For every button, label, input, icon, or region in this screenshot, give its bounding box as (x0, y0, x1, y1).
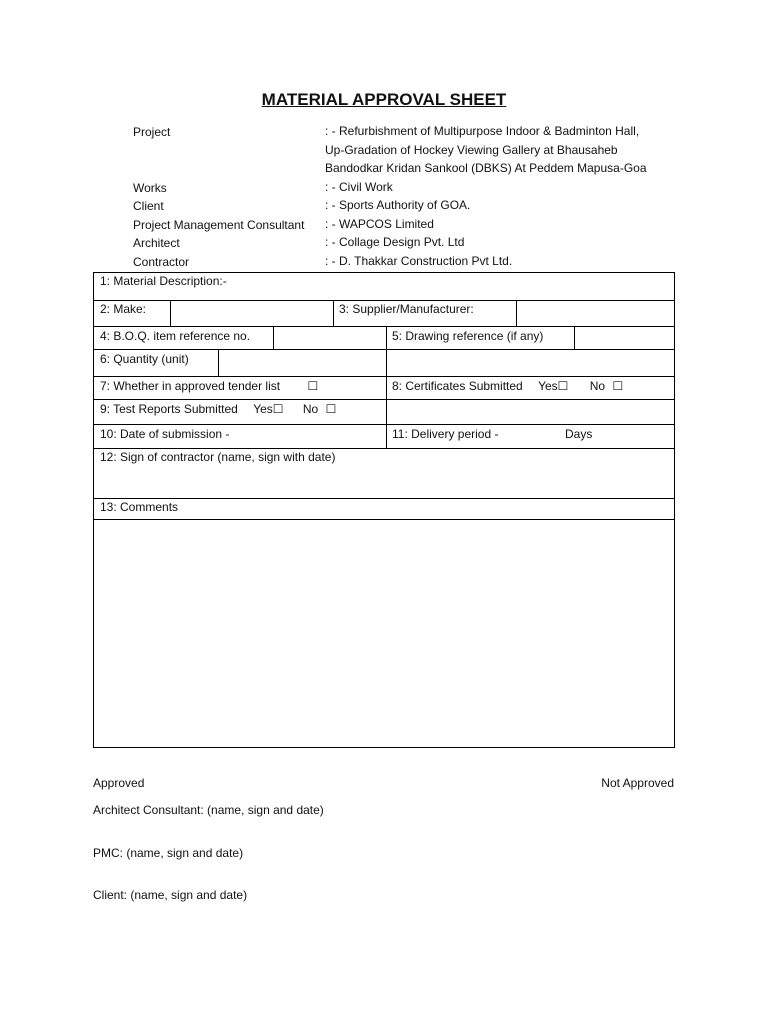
col-divider (574, 326, 575, 349)
project-value (325, 122, 685, 178)
date-of-submission-label: 10: Date of submission - (100, 427, 230, 441)
row-divider (94, 424, 674, 425)
document-title: MATERIAL APPROVAL SHEET (261, 90, 507, 109)
test-reports-yes-label: Yes (253, 402, 273, 416)
comments-area[interactable] (94, 520, 674, 747)
test-reports-row (100, 402, 336, 416)
material-description-field[interactable]: 1: Material Description:- (100, 274, 227, 288)
row-divider (94, 399, 674, 400)
client-value: : - Sports Authority of GOA. (325, 198, 471, 212)
works-label: Works (133, 181, 167, 195)
contractor-sign-field[interactable]: 12: Sign of contractor (name, sign with date) (100, 450, 336, 464)
supplier-label: 3: Supplier/Manufacturer: (339, 302, 474, 316)
pmc-label: Project Management Consultant (133, 218, 305, 232)
row-divider (94, 326, 674, 327)
pmc-value: : - WAPCOS Limited (325, 217, 434, 231)
col-divider (218, 349, 219, 376)
certificates-yes-checkbox[interactable]: ☐ (557, 379, 569, 393)
contractor-value: : - D. Thakkar Construction Pvt Ltd. (325, 254, 513, 268)
approved-tender-list-label: 7: Whether in approved tender list (100, 379, 281, 393)
project-line-1: : - Refurbishment of Multipurpose Indoor & Badminton Hall, (325, 124, 640, 138)
days-label: Days (565, 427, 593, 441)
col-divider (170, 300, 171, 326)
row-divider (94, 498, 674, 499)
col-divider (386, 326, 387, 448)
client-sign: Client: (name, sign and date) (93, 888, 248, 902)
approved-label: Approved (93, 776, 145, 790)
test-reports-no-label: No (302, 402, 319, 416)
drawing-reference-label: 5: Drawing reference (if any) (392, 329, 544, 343)
col-divider (516, 300, 517, 326)
tender-list-checkbox[interactable]: ☐ (307, 379, 319, 393)
approved-tender-list-row (100, 379, 318, 393)
make-label: 2: Make: (100, 302, 147, 316)
client-label: Client (133, 199, 164, 213)
certificates-no-label: No (589, 379, 606, 393)
test-reports-yes-checkbox[interactable]: ☐ (272, 402, 284, 416)
architect-label: Architect (133, 236, 180, 250)
not-approved-label: Not Approved (601, 776, 674, 790)
project-line-3: Bandodkar Kridan Sankool (DBKS) At Peddem Mapusa-Goa (325, 161, 647, 175)
certificates-yes-label: Yes (538, 379, 558, 393)
architect-value: : - Collage Design Pvt. Ltd (325, 235, 465, 249)
test-reports-no-checkbox[interactable]: ☐ (325, 402, 337, 416)
certificates-label: 8: Certificates Submitted (392, 379, 523, 393)
row-divider (94, 349, 674, 350)
col-divider (273, 326, 274, 349)
material-form-table (93, 272, 675, 748)
col-divider (333, 300, 334, 326)
architect-consultant-sign: Architect Consultant: (name, sign and date) (93, 803, 324, 817)
certificates-no-checkbox[interactable]: ☐ (612, 379, 624, 393)
works-value: : - Civil Work (325, 180, 393, 194)
project-label: Project (133, 125, 171, 139)
delivery-period-label: 11: Delivery period - (392, 427, 499, 441)
pmc-sign: PMC: (name, sign and date) (93, 846, 244, 860)
certificates-row (392, 379, 623, 393)
row-divider (94, 448, 674, 449)
row-divider (94, 300, 674, 301)
contractor-label: Contractor (133, 255, 190, 269)
row-divider (94, 376, 674, 377)
comments-label: 13: Comments (100, 500, 179, 514)
boq-reference-label: 4: B.O.Q. item reference no. (100, 329, 251, 343)
quantity-label: 6: Quantity (unit) (100, 352, 189, 366)
test-reports-label: 9: Test Reports Submitted (100, 402, 238, 416)
project-line-2: Up-Gradation of Hockey Viewing Gallery at Bhausaheb (325, 142, 618, 157)
